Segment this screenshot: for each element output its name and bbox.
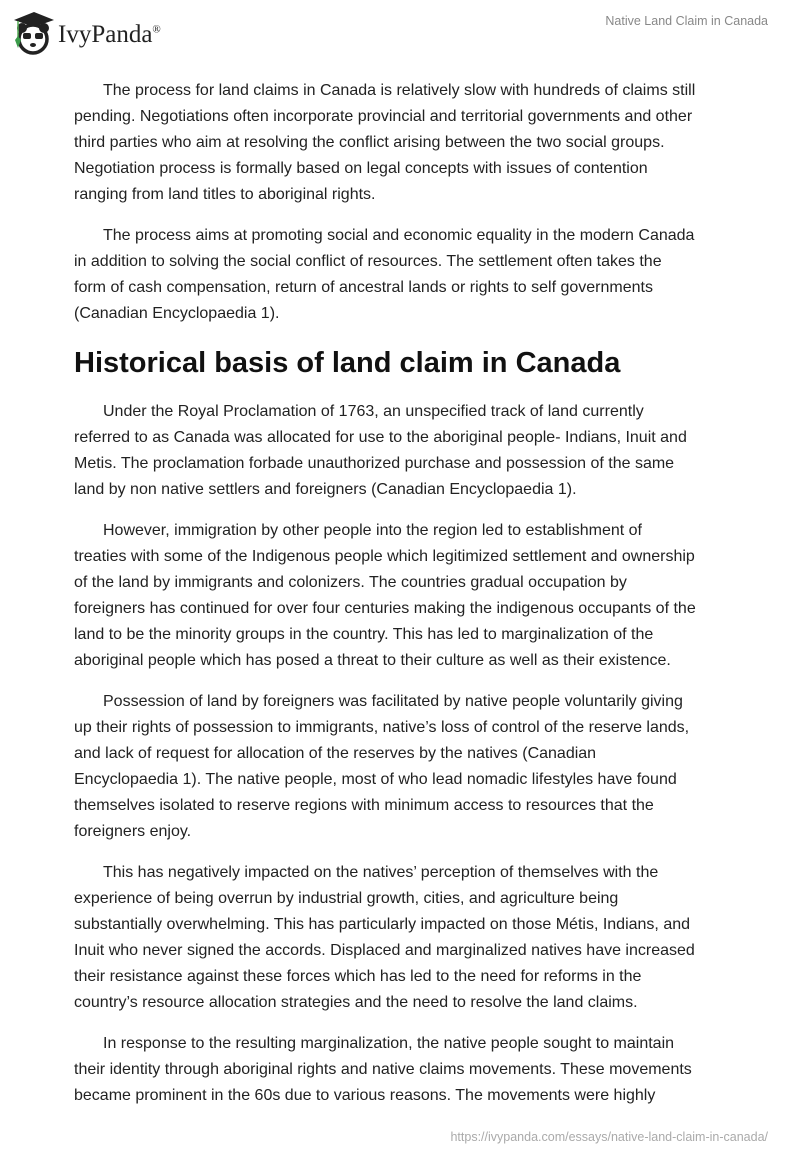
paragraph-line: Under the Royal Proclamation of 1763, an unspecified track of land currently (103, 403, 644, 420)
paragraph-line: foreigners enjoy. (74, 823, 192, 840)
ivypanda-logo[interactable] (12, 8, 161, 56)
paragraph-line: aboriginal people which has posed a threat to their culture as well as their existence. (74, 652, 671, 669)
paragraph-line: However, immigration by other people into the region led to establishment of (103, 522, 642, 539)
paragraph-line: form of cash compensation, return of ancestral lands or rights to self governments (74, 279, 653, 296)
panda-graduate-icon (12, 8, 54, 56)
paragraph (74, 1031, 754, 1109)
paragraph-line: and lack of request for allocation of the reserves by the natives (Canadian (74, 745, 597, 762)
intro-paragraphs (74, 78, 754, 327)
paragraph-line: (Canadian Encyclopaedia 1). (74, 305, 280, 322)
logo-text: IvyPanda® (58, 21, 161, 48)
paragraph-line: This has negatively impacted on the natives’ perception of themselves with the (103, 864, 659, 881)
paragraph-line: Negotiation process is formally based on legal concepts with issues of contention (74, 160, 648, 177)
paragraph-line: substantially overwhelming. This has particularly impacted on those Métis, Indians, and (74, 916, 691, 933)
paragraph-line: Metis. The proclamation forbade unauthorized purchase and possession of the same (74, 455, 675, 472)
paragraph-line: treaties with some of the Indigenous people which legitimized settlement and ownership (74, 548, 695, 565)
paragraph-line: Possession of land by foreigners was facilitated by native people voluntarily giving (103, 693, 683, 710)
paragraph (74, 689, 754, 845)
paragraph-line: themselves isolated to reserve regions with minimum access to resources that the (74, 797, 654, 814)
paragraph (74, 78, 754, 208)
document-title: Native Land Claim in Canada (605, 14, 768, 28)
paragraph-line: experience of being overrun by industrial growth, cities, and agriculture being (74, 890, 619, 907)
paragraph-line: referred to as Canada was allocated for use to the aboriginal people- Indians, Inuit and (74, 429, 687, 446)
paragraph-line: country’s resource allocation strategies and the need to resolve the land claims. (74, 994, 638, 1011)
paragraph-line: Encyclopaedia 1). The native people, most of who lead nomadic lifestyles have found (74, 771, 677, 788)
paragraph-line: Inuit who never signed the accords. Displaced and marginalized natives have increased (74, 942, 695, 959)
paragraph-line: foreigners has continued for over four centuries making the indigenous occupants of the (74, 600, 696, 617)
paragraph-line: ranging from land titles to aboriginal rights. (74, 186, 376, 203)
paragraph (74, 223, 754, 327)
paragraph (74, 860, 754, 1016)
paragraph-line: In response to the resulting marginalization, the native people sought to maintain (103, 1035, 675, 1052)
footer-url[interactable]: https://ivypanda.com/essays/native-land-claim-in-canada/ (450, 1130, 768, 1144)
paragraph-line: The process aims at promoting social and economic equality in the modern Canada (103, 227, 695, 244)
essay-content (74, 78, 754, 1124)
paragraph-line: their identity through aboriginal rights and native claims movements. These movements (74, 1061, 692, 1078)
paragraph-line: third parties who aim at resolving the conflict arising between the two social groups. (74, 134, 665, 151)
paragraph-line: land by non native settlers and foreigners (Canadian Encyclopaedia 1). (74, 481, 577, 498)
paragraph-line: land to be the minority groups in the country. This has led to marginalization of the (74, 626, 654, 643)
paragraph-line: pending. Negotiations often incorporate provincial and territorial governments and other (74, 108, 693, 125)
paragraph-line: of the land by immigrants and colonizers. The countries gradual occupation by (74, 574, 627, 591)
paragraph (74, 518, 754, 674)
paragraph-line: The process for land claims in Canada is relatively slow with hundreds of claims still (103, 82, 696, 99)
paragraph-line: their resistance against these forces which has led to the need for reforms in the (74, 968, 642, 985)
section-paragraphs (74, 399, 754, 1109)
section-heading: Historical basis of land claim in Canada (74, 347, 621, 379)
paragraph (74, 399, 754, 503)
paragraph-line: in addition to solving the social conflict of resources. The settlement often takes the (74, 253, 662, 270)
paragraph-line: up their rights of possession to immigrants, native’s loss of control of the reserve lands, (74, 719, 690, 736)
paragraph-line: became prominent in the 60s due to various reasons. The movements were highly (74, 1087, 656, 1104)
